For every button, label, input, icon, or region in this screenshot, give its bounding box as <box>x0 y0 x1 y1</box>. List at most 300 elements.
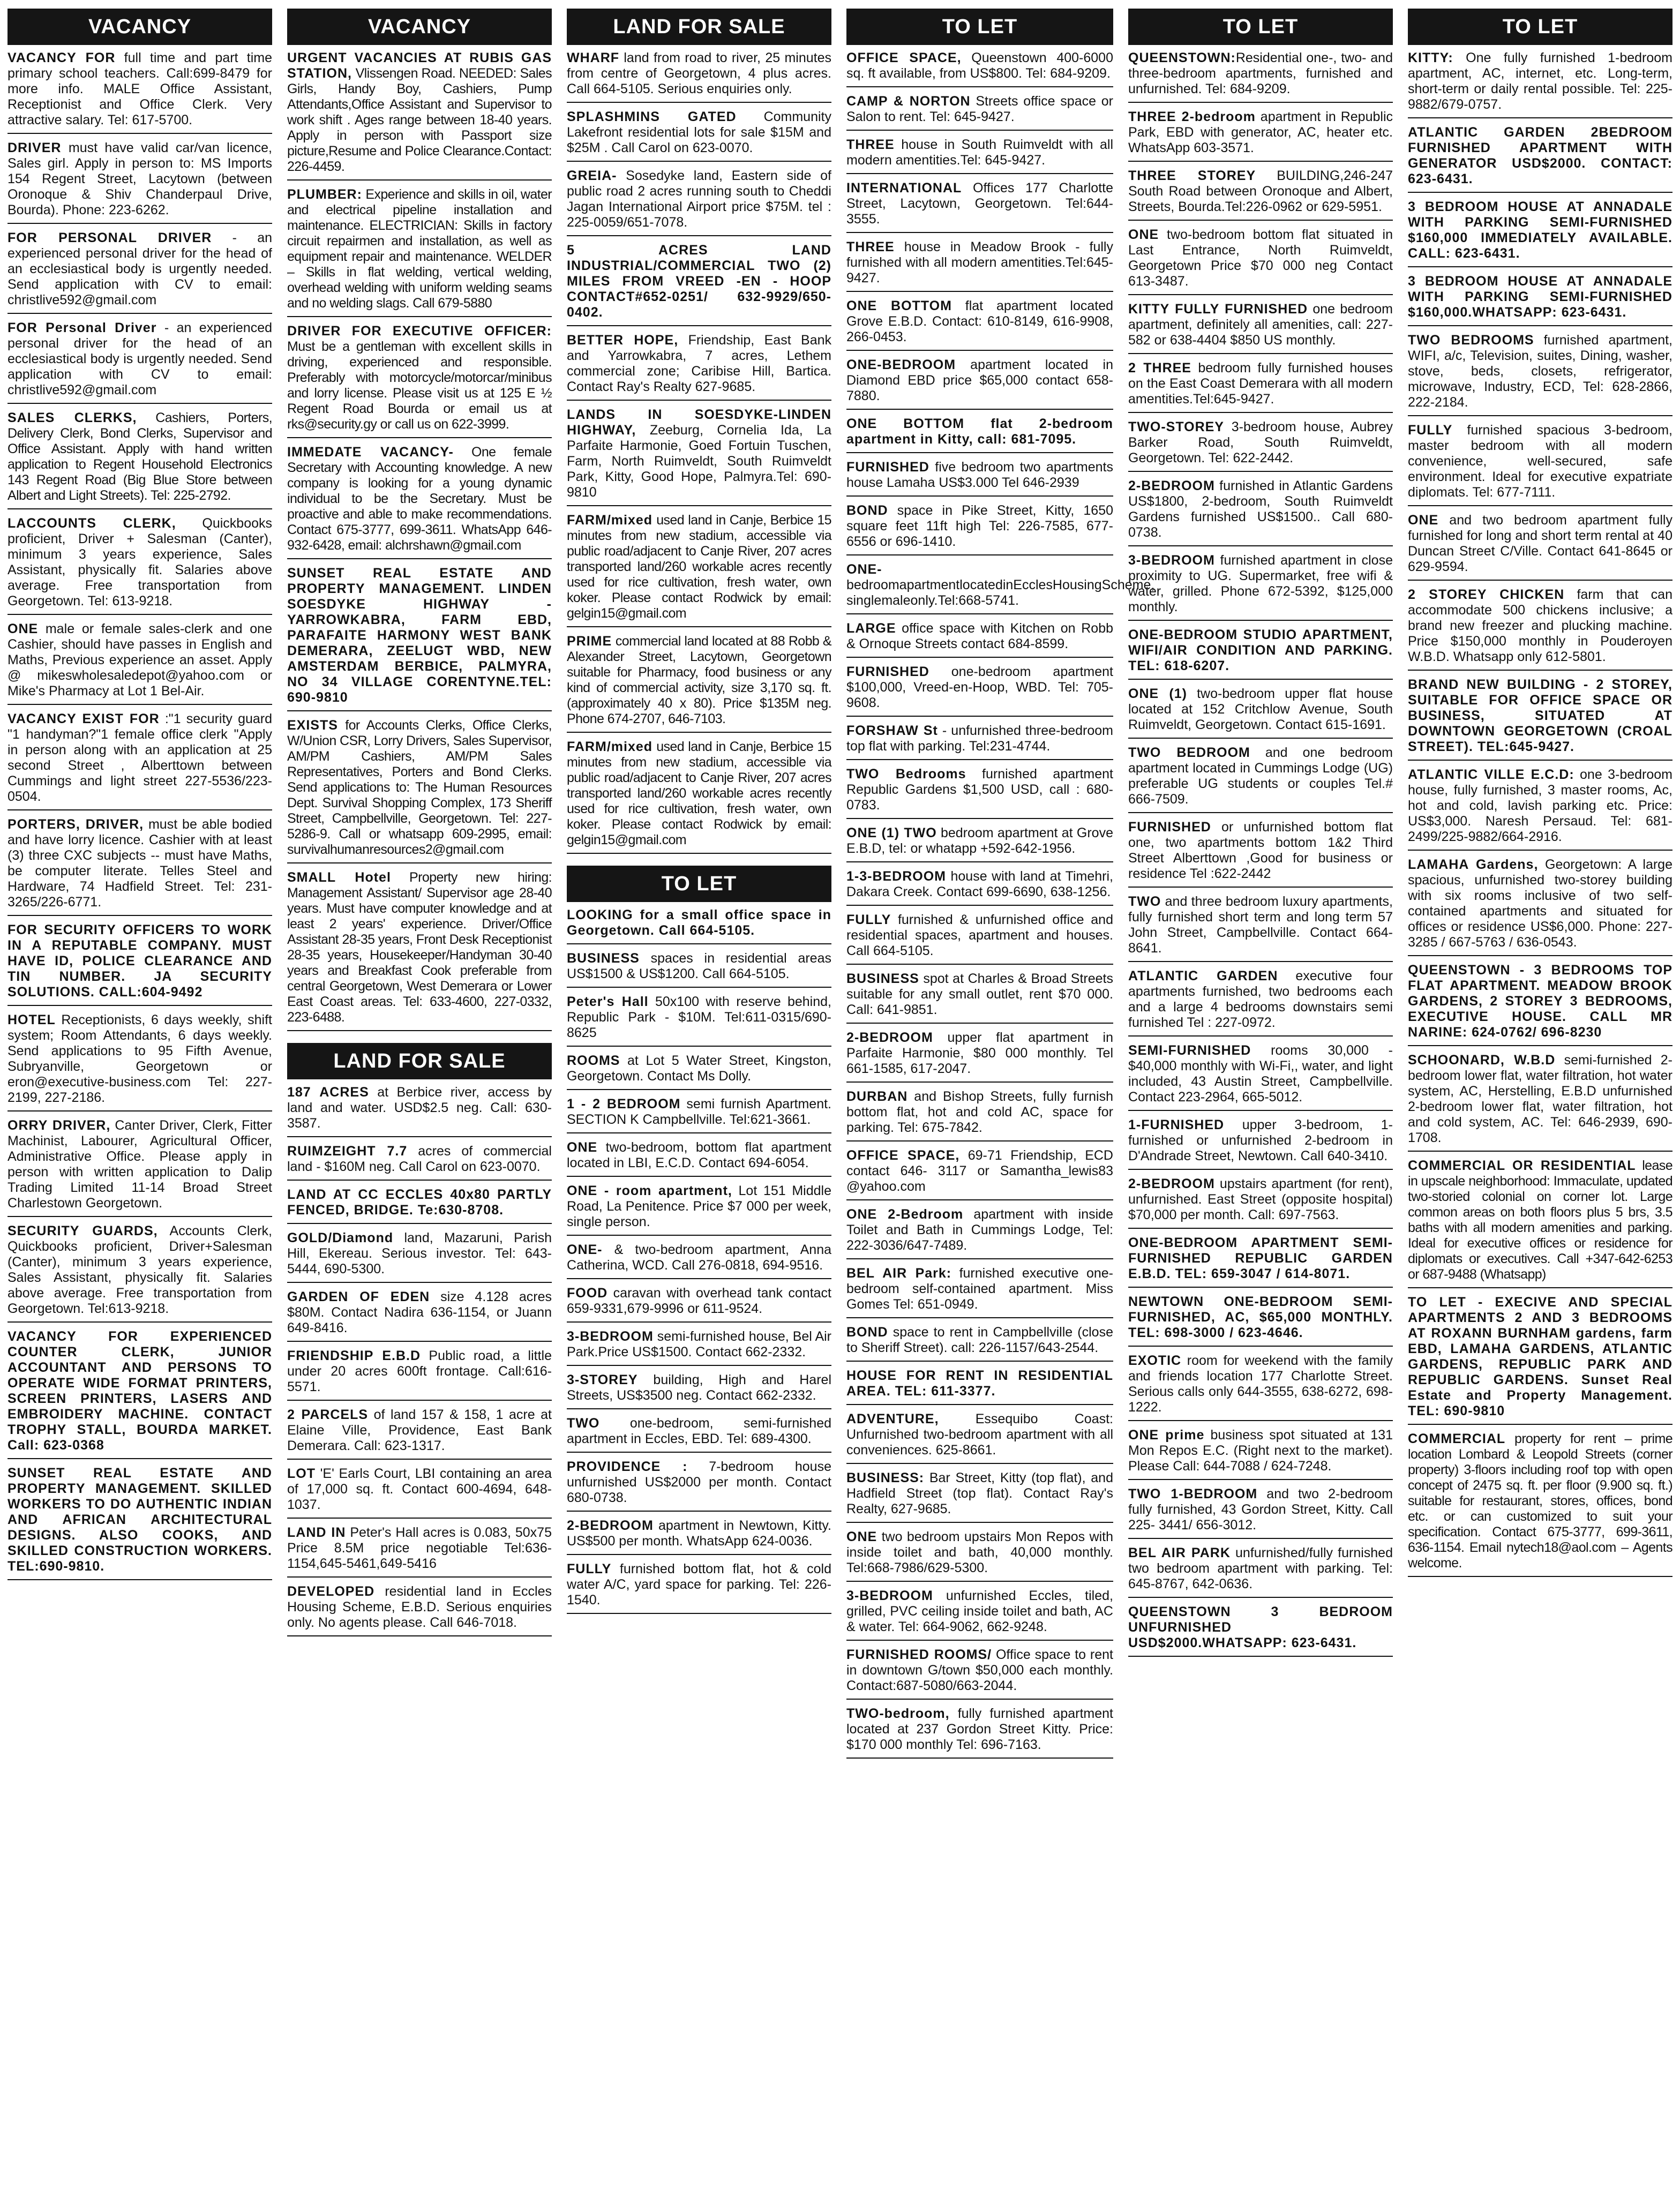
classified-ad <box>567 1329 831 1366</box>
ad-lead: OFFICE SPACE, <box>846 1148 960 1163</box>
classified-ad <box>567 1518 831 1555</box>
classified-ad <box>1128 1545 1393 1598</box>
ad-lead: ONE <box>567 1140 598 1155</box>
ad-body: office space with Kitchen on Robb & Ornoque Streets contact 684-8599. <box>846 621 1113 651</box>
ad-lead: SPLASHMINS GATED <box>567 109 737 124</box>
ad-body: Georgetown: A large spacious, unfurnished two-storey building with six rooms inclusive of two self-contained apartments and situated for offices or residence US$6,000. Phone: 227-3285 / 667-5763 / 636-0543. <box>1408 857 1672 950</box>
ad-lead: KITTY: <box>1408 50 1453 65</box>
classified-ad <box>1128 1176 1393 1229</box>
classified-ad <box>8 516 272 615</box>
ad-body: Offices 177 Charlotte Street, Lacytown, Georgetown. Tel:644-3555. <box>846 181 1113 227</box>
classified-ad <box>1408 677 1672 761</box>
classified-ad <box>846 621 1113 658</box>
ad-body: furnished in Atlantic Gardens US$1800, 2-bedroom, South Ruimveldt Gardens furnished US$1500.. Call 680-0738. <box>1128 478 1393 540</box>
classified-ad <box>846 1325 1113 1362</box>
classified-ad <box>1128 109 1393 162</box>
ad-lead: EXOTIC <box>1128 1353 1182 1368</box>
ad-body: Receptionists, 6 days weekly, shift system; Room Attendants, 6 days weekly. Send applications to 95 Fifth Avenue, Subryanville, Georgetown or eron@executive-business.com Tel: 227-2199, 227-2186. <box>8 1012 272 1105</box>
ad-body: house in Meadow Brook - fully furnished with all modern amentities.Tel:645-9427. <box>846 239 1113 286</box>
ad-body: commercial land located at 88 Robb & Alexander Street, Lacytown, Georgetown suitable for Pharmacy, food business or any kind of commercial activity, size 3,170 sq. ft. (approximately 40 x 80). Price $135M neg. Phone 674-2707, 646-7103. <box>567 634 831 726</box>
ad-body: and Bishop Streets, fully furnish bottom flat, hot and cold AC, space for parking. Tel: 675-7842. <box>846 1089 1113 1135</box>
ad-lead: BRAND NEW BUILDING - 2 STOREY, SUITABLE FOR OFFICE SPACE OR BUSINESS, SITUATED AT DOWNTOWN GEORGETOWN (CROAL STREET). TEL:645-9427. <box>1408 677 1672 754</box>
classified-ad <box>567 907 831 944</box>
ad-body: 7-bedroom house unfurnished US$2000 per month. Contact 680-0738. <box>567 1459 831 1505</box>
ad-lead: ONE- <box>846 562 882 577</box>
classified-ad <box>846 1368 1113 1405</box>
ad-body: unfurnished Eccles, tiled, grilled, PVC ceiling inside toilet and bath, AC & water. Tel: 664-9062, 662-9248. <box>846 1588 1113 1634</box>
classified-ad <box>287 718 552 863</box>
ad-lead: LAMAHA Gardens, <box>1408 857 1539 872</box>
ad-lead: VACANCY FOR <box>8 50 116 65</box>
section-header-to-let: TO LET <box>846 9 1113 45</box>
classified-ad <box>8 410 272 509</box>
classified-ad <box>1408 1053 1672 1152</box>
ad-lead: NEWTOWN ONE-BEDROOM SEMI-FURNISHED, AC, $65,000 MONTHLY. TEL: 698-3000 / 623-4646. <box>1128 1294 1393 1340</box>
classified-ad <box>8 922 272 1006</box>
classified-ad <box>1128 1604 1393 1657</box>
ad-body: unfurnished/fully furnished two bedroom apartment with parking. Tel: 645-8767, 642-0636. <box>1128 1545 1393 1591</box>
ad-lead: FULLY <box>1408 423 1453 438</box>
classified-ad <box>846 912 1113 965</box>
classified-ad <box>1128 302 1393 354</box>
classified-ad <box>287 1348 552 1401</box>
classified-ad <box>1408 767 1672 851</box>
classified-ad <box>287 1407 552 1460</box>
ad-lead: 3-BEDROOM <box>1128 553 1215 568</box>
ad-lead: 2 STOREY CHICKEN <box>1408 587 1565 602</box>
ad-lead: THREE <box>846 137 895 152</box>
ad-body: - an experienced personal driver for the head of an ecclesiastical body is urgently needed. Send application with CV to email: christlive592@gmail.com <box>8 320 272 397</box>
ad-lead: THREE STOREY <box>1128 168 1256 183</box>
classified-ad <box>846 1588 1113 1641</box>
ad-lead: 187 ACRES <box>287 1085 369 1100</box>
ad-lead: 1 - 2 BEDROOM <box>567 1097 681 1111</box>
ad-body: upstairs apartment (for rent), unfurnished. East Street (opposite hospital) $70,000 per month. Call: 697-7563. <box>1128 1176 1393 1222</box>
ad-body: house with land at Timehri, Dakara Creek. Contact 699-6690, 638-1256. <box>846 869 1113 899</box>
ad-lead: ATLANTIC VILLE E.C.D: <box>1408 767 1574 782</box>
classified-ad <box>287 1525 552 1578</box>
ad-body: bedroom fully furnished houses on the East Coast Demerara with all modern amentities.Tel:645-9427. <box>1128 361 1393 407</box>
ad-body: fully furnished apartment located at 237 Gordon Street Kitty. Price: $170 000 monthly Tel: 696-7163. <box>846 1706 1113 1752</box>
classified-ad <box>1408 199 1672 267</box>
ad-lead: SCHOONARD, W.B.D <box>1408 1053 1556 1068</box>
ad-body: Office space to rent in downtown G/town $50,000 each monthly. Contact:687-5080/663-2044. <box>846 1647 1113 1693</box>
classified-ad <box>1408 423 1672 506</box>
ad-lead: OFFICE SPACE, <box>846 50 962 65</box>
ad-lead: LOT <box>287 1466 316 1481</box>
ad-lead: QUEENSTOWN: <box>1128 50 1236 65</box>
classified-ad <box>1408 333 1672 416</box>
classified-ad <box>287 1289 552 1342</box>
ad-lead: ADVENTURE, <box>846 1411 939 1426</box>
ad-lead: DRIVER <box>8 140 62 155</box>
classified-ad <box>287 445 552 559</box>
classified-ad <box>8 817 272 916</box>
ad-body: must have valid car/van licence, Sales girl. Apply in person to: MS Imports 154 Regent Street, Lacytown (between Oronoque & Shiv Chanderpaul Drive, Bourda). Phone: 223-6262. <box>8 140 272 217</box>
classified-ad <box>846 239 1113 292</box>
ad-body: two bedroom upstairs Mon Repos with inside toilet and bath, 40,000 monthly. Tel:668-7986/629-5300. <box>846 1529 1113 1575</box>
classified-ad <box>567 1416 831 1453</box>
ad-lead: FOR PERSONAL DRIVER <box>8 230 212 245</box>
classified-ad <box>846 1706 1113 1759</box>
classified-ad <box>567 1183 831 1236</box>
ad-body: apartment located in Diamond EBD price $65,000 contact 658-7880. <box>846 357 1113 403</box>
ad-lead: ONE <box>1128 227 1159 242</box>
ad-body: Streets office space or Salon to rent. Tel: 645-9427. <box>846 94 1113 124</box>
ad-body: semi furnish Apartment. SECTION K Campbellville. Tel:621-3661. <box>567 1097 831 1127</box>
classified-ad <box>567 951 831 988</box>
column-5 <box>1128 9 1393 2208</box>
classified-ad <box>846 1647 1113 1700</box>
ad-lead: 1-3-BEDROOM <box>846 869 947 884</box>
classified-ad <box>567 1561 831 1614</box>
classified-ad <box>287 1187 552 1224</box>
ad-lead: ONE prime <box>1128 1428 1205 1443</box>
classified-ad <box>567 994 831 1047</box>
ad-lead: KITTY FULLY FURNISHED <box>1128 302 1308 317</box>
classified-ad <box>287 1584 552 1636</box>
classified-ad <box>8 1466 272 1580</box>
ad-lead: SMALL Hotel <box>287 870 391 885</box>
ad-body: Lot 151 Middle Road, La Penitence. Price $7 000 per week, single person. <box>567 1183 831 1229</box>
ad-lead: COMMERCIAL <box>1408 1431 1506 1446</box>
ad-lead: 3-STOREY <box>567 1372 638 1387</box>
classified-ad <box>287 187 552 317</box>
classified-ad <box>1408 1158 1672 1288</box>
classified-ad <box>287 870 552 1031</box>
classified-ad <box>567 513 831 627</box>
ad-body: used land in Canje, Berbice 15 minutes from new stadium, accessible via public road/adjacent to Canje River, 207 acres transported land/260 workable acres recently used for rice cultivation, fresh water, own koker. Please contact Rodwick by email: gelgin15@gmail.com <box>567 739 831 847</box>
classified-ad <box>1128 627 1393 680</box>
ad-body: Accounts Clerk, Quickbooks proficient, Driver+Salesman (Canter), minimum 3 years experience, Sales Assistant, physically fit. Salaries above average. Free transportation from Georgetown. Tel:613-9218. <box>8 1223 272 1316</box>
classified-ad <box>567 634 831 733</box>
ad-lead: PROVIDENCE : <box>567 1459 688 1474</box>
classified-ad <box>1408 1431 1672 1577</box>
ad-lead: 3-BEDROOM <box>846 1588 933 1603</box>
classified-ad <box>8 621 272 705</box>
ad-lead: RUIMZEIGHT 7.7 <box>287 1144 408 1159</box>
ad-lead: 2-BEDROOM <box>567 1518 654 1533</box>
ad-lead: URGENT VACANCIES AT RUBIS GAS STATION, <box>287 50 552 81</box>
ad-body: and three bedroom luxury apartments, fully furnished short term and long term 57 John Street, Campbellville. Contact 664-8641. <box>1128 894 1393 956</box>
classified-ad <box>567 1140 831 1177</box>
classified-ad <box>1128 894 1393 962</box>
classified-ad <box>567 1097 831 1133</box>
ad-body: at Lot 5 Water Street, Kingston, Georgetown. Contact Ms Dolly. <box>567 1053 831 1084</box>
ad-lead: TO LET - EXECIVE AND SPECIAL APARTMENTS 2 AND 3 BEDROOMS AT ROXANN BURNHAM gardens, farm EBD, LAMAHA GARDENS, ATLANTIC GARDENS, REPUBLIC PARK AND REPUBLIC GARDENS. Sunset Real Estate and Property Management. TEL: 690-9810 <box>1408 1295 1672 1418</box>
classified-ad <box>846 1148 1113 1200</box>
ad-lead: FORSHAW St <box>846 723 938 738</box>
classified-ad <box>846 460 1113 497</box>
ad-body: acres of commercial land - $160M neg. Call Carol on 623-0070. <box>287 1144 552 1174</box>
ad-body: property for rent – prime location Lombard & Leopold Streets (corner property) 3-floors including roof top with open concept of 2475 sq. ft. per floor (9.900 sq. ft.) suitable for restaurant, stores, offices, bond etc. or can customized to suit your specification. Contact 675-3777, 699-3611, 636-1154. Email nytech18@aol.com – Agents welcome. <box>1408 1431 1672 1571</box>
ad-body: Property new hiring: Management Assistant/ Supervisor age 28-40 years. Must have computer knowledge and at least 2 years' experience. Driver/Office Assistant 28-35 years, Front Desk Receptionist 28-35 years, Housekeeper/Handyman 30-40 years and Breakfast Cook preferable from central Georgetown, West Demerara or Lower East Coast areas. Tel: 633-4600, 227-0332, 223-6488. <box>287 870 552 1025</box>
ad-lead: ONE - room apartment, <box>567 1183 732 1198</box>
ad-body: Experience and skills in oil, water and electrical pipeline installation and maintenance. ELECTRICIAN: Skills in factory circuit repairmen and installation, as well as equipment repair and maintenance. WELDER – Skills in flat welding, vertical welding, overhead welding with uniform welding seams and no welding slags. Call 679-5880 <box>287 187 552 311</box>
ad-body: Quickbooks proficient, Driver + Salesman (Canter), minimum 3 years experience, Sales Assistant, physically fit. Salaries above average. Free transportation from Georgetown. Tel: 613-9218. <box>8 516 272 609</box>
ad-lead: ONE-BEDROOM STUDIO APARTMENT, WIFI/AIR CONDITION AND PARKING. TEL: 618-6207. <box>1128 627 1393 673</box>
classified-ad <box>567 1459 831 1512</box>
ad-body: Bar Street, Kitty (top flat), and Hadfield Street (top flat). Contact Ray's Realty, 627-9685. <box>846 1470 1113 1516</box>
ad-lead: FURNISHED ROOMS/ <box>846 1647 992 1662</box>
classified-ad <box>846 1529 1113 1582</box>
classified-ad <box>8 50 272 134</box>
ad-body: - unfurnished three-bedroom top flat with parking. Tel:231-4744. <box>846 723 1113 754</box>
ad-lead: VACANCY FOR EXPERIENCED COUNTER CLERK, JUNIOR ACCOUNTANT AND PERSONS TO OPERATE WIDE FORMAT PRINTERS, SCREEN PRINTERS, LASERS AND EMBROIDERY MACHINE. CONTACT TROPHY STALL, BOURDA MARKET. Call: 623-0368 <box>8 1329 272 1453</box>
ad-lead: TWO 1-BEDROOM <box>1128 1486 1258 1501</box>
classified-ad <box>567 1286 831 1323</box>
ad-body: BUILDING,246-247 South Road between Oronoque and Albert, Streets, Bourda.Tel:226-0962 or 629-5951. <box>1128 168 1393 214</box>
classified-ad <box>1128 745 1393 813</box>
ad-body: - an experienced personal driver for the head of an ecclesiastical body is urgently needed. Send application with CV to email: christlive592@gmail.com <box>8 230 273 307</box>
ad-body: five bedroom two apartments house Lamaha US$3.000 Tel 646-2939 <box>846 460 1113 490</box>
ad-body: furnished bottom flat, hot & cold water A/C, yard space for parking. Tel: 226-1540. <box>567 1561 831 1608</box>
ad-lead: FOOD <box>567 1286 608 1301</box>
classified-ad <box>8 711 272 810</box>
ad-lead: 2-BEDROOM <box>846 1030 933 1045</box>
ad-lead: ONE 2-Bedroom <box>846 1207 964 1222</box>
classified-ad <box>567 739 831 854</box>
ad-body: rooms 30,000 - $40,000 monthly with Wi-Fi,, water, and light included, 43 Austin Street, Campbellville. Contact 223-2964, 665-5012. <box>1128 1043 1393 1105</box>
ad-body: 'E' Earls Court, LBI containing an area of 17,000 sq. ft. Contact 600-4694, 648-1037. <box>287 1466 552 1512</box>
classified-ad <box>567 109 831 162</box>
ad-body: furnished apartment in close proximity to UG. Supermarket, free wifi & water, grilled. Phone 672-5392, $125,000 monthly. <box>1128 553 1393 614</box>
classified-ad <box>846 94 1113 131</box>
classified-ad <box>846 1470 1113 1523</box>
ad-lead: BOND <box>846 503 888 518</box>
classified-ad <box>567 333 831 401</box>
ad-lead: PRIME <box>567 634 612 649</box>
ad-body: space in Pike Street, Kitty, 1650 square feet 11ft high Tel: 226-7585, 677-6556 or 696-1410. <box>846 503 1113 549</box>
ad-lead: LARGE <box>846 621 896 636</box>
column-2 <box>287 9 552 2208</box>
ad-lead: FARM/mixed <box>567 739 653 754</box>
ad-body: bedroom apartment at Grove E.B.D, tel: or whatapp +592-642-1956. <box>846 825 1113 856</box>
classified-ad <box>287 566 552 711</box>
classified-ad <box>287 1085 552 1137</box>
ad-body: two-bedroom upper flat house located at 152 Critchlow Avenue, South Ruimveldt, Georgetown. Contact 615-1691. <box>1128 686 1393 732</box>
ad-body: flat apartment located Grove E.B.D. Contact: 610-8149, 616-9908, 266-0453. <box>846 298 1113 344</box>
ad-body: two-bedroom bottom flat situated in Last Entrance, North Ruimveldt, Georgetown Price $70 000 neg Contact 613-3487. <box>1128 227 1393 289</box>
column-1 <box>8 9 272 2208</box>
ad-lead: SEMI-FURNISHED <box>1128 1043 1251 1058</box>
ad-body: farm that can accommodate 500 chickens inclusive; a brand new freezer and plucking machine. Price $150,000 monthly in Pouderoyen W.B.D. Whatsapp only 612-5801. <box>1408 587 1672 664</box>
ad-lead: 3 BEDROOM HOUSE AT ANNADALE WITH PARKING SEMI-FURNISHED $160,000.WHATSAPP: 623-6431. <box>1408 274 1672 320</box>
classified-ad <box>1128 820 1393 888</box>
classified-ad <box>1128 1353 1393 1421</box>
ad-body: Vlissengen Road. NEEDED: Sales Girls, Handy Boy, Cashiers, Pump Attendants,Office Assistant and Supervisor to work shift . Ages range between 18-40 years. Apply in person with Passport size picture,Resume and Police Clearance.Contact: 226-4459. <box>287 66 552 174</box>
section-header-vacancy: VACANCY <box>287 9 552 45</box>
ad-body: of land 157 & 158, 1 acre at Elaine Ville, Providence, East Bank Demerara. Call: 623-1317. <box>287 1407 552 1453</box>
classified-ad <box>567 168 831 236</box>
ad-body: or unfurnished bottom flat one, two apartments bottom 1&2 Third Street Alberttown ,Good for business or residence Tel :622-2442 <box>1128 820 1393 881</box>
ad-lead: ATLANTIC GARDEN 2BEDROOM FURNISHED APARTMENT WITH GENERATOR USD$2000. CONTACT: 623-6431. <box>1408 125 1672 186</box>
ad-body: house in South Ruimveldt with all modern amentities.Tel: 645-9427. <box>846 137 1113 168</box>
ad-body: land, Mazaruni, Parish Hill, Ekereau. Serious investor. Tel: 643-5444, 690-5300. <box>287 1230 552 1276</box>
classified-ad <box>8 320 272 404</box>
classified-ad <box>1128 419 1393 472</box>
classified-ad <box>846 562 1155 614</box>
classified-ad <box>567 243 831 326</box>
column-3 <box>567 9 831 2208</box>
ad-lead: TWO-bedroom, <box>846 1706 950 1721</box>
classified-ad <box>8 230 272 314</box>
classified-ad <box>846 767 1113 819</box>
ad-lead: VACANCY EXIST FOR <box>8 711 160 726</box>
ad-lead: LAND AT CC ECCLES 40x80 PARTLY FENCED, BRIDGE. Te:630-8708. <box>287 1187 552 1218</box>
classified-ad <box>1128 50 1393 103</box>
classified-ad <box>846 181 1113 233</box>
classified-ad <box>1128 1235 1393 1288</box>
classified-ad <box>1128 1486 1393 1539</box>
ad-lead: ONE-BEDROOM <box>846 357 956 372</box>
ad-body: one bedroom apartment, definitely all amenities, call: 227-582 or 638-4404 $850 US monthly. <box>1128 302 1393 348</box>
ad-body: used land in Canje, Berbice 15 minutes from new stadium, accessible via public road/adjacent to Canje River, 207 acres transported land/260 workable acres recently used for rice cultivation, fresh water, own koker. Please contact Rodwick by email: gelgin15@gmail.com <box>567 513 831 621</box>
ad-lead: ROOMS <box>567 1053 620 1068</box>
classified-ad <box>287 1230 552 1283</box>
ad-body: Residential one-, two- and three-bedroom apartments, furnished and unfurnished. Tel: 684-9209. <box>1128 50 1393 96</box>
ad-lead: FULLY <box>846 912 891 927</box>
ad-lead: TWO <box>1128 894 1161 909</box>
ad-lead: FURNISHED <box>846 664 929 679</box>
ad-body: and two 2-bedroom fully furnished, 43 Gordon Street, Kitty. Call 225- 3441/ 656-3012. <box>1128 1486 1393 1533</box>
ad-lead: INTERNATIONAL <box>846 181 962 196</box>
ad-lead: TWO-STOREY <box>1128 419 1224 434</box>
ad-lead: SECURITY GUARDS, <box>8 1223 158 1238</box>
ad-body: male or female sales-clerk and one Cashier, should have passes in English and Maths, Previous experience an asset. Apply @ mikeswholesaledepot@yahoo.com or Mike's Pharmacy at Lot 1 Bel-Air. <box>8 621 272 699</box>
ad-lead: LACCOUNTS CLERK, <box>8 516 176 531</box>
classified-ad <box>1408 963 1672 1046</box>
ad-body: Essequibo Coast: Unfurnished two-bedroom apartment with all conveniences. 625-8661. <box>846 1411 1113 1458</box>
ad-lead: COMMERCIAL OR RESIDENTIAL <box>1408 1158 1636 1173</box>
classified-ad <box>846 416 1113 453</box>
ad-lead: THREE <box>846 239 895 254</box>
ad-body: one 3-bedroom house, fully furnished, 3 master rooms, Ac, hot and cold, lavish parking etc. Price: US$3,000. Naresh Persaud. Tel: 681-2499/225-9882/664-2916. <box>1408 767 1672 844</box>
ad-body: must be able bodied and have lorry licence. Cashier with at least (3) three CXC subjects -- must have Maths, be computer literate. Telles Steel and Hardware, 74 Hadfield Street. Tel: 231-3265/226-6771. <box>8 817 272 910</box>
ad-body: 69-71 Friendship, ECD contact 646- 3117 or Samantha_lewis83 @yahoo.com <box>846 1148 1113 1194</box>
classified-ad <box>846 137 1113 174</box>
ad-body: Canter Driver, Clerk, Fitter Machinist, Labourer, Agricultural Officer, Administrative Office. Please apply in person with written application to Dalip Trading Limited 11-14 Broad Street Charlestown Georgetown. <box>8 1118 273 1211</box>
ad-lead: DEVELOPED <box>287 1584 375 1599</box>
ad-body: furnished spacious 3-bedroom, master bedroom with all modern convenience, well-secured, safe environment. Ideal for executive expatriate diplomats. Tel: 677-7111. <box>1408 423 1672 500</box>
ad-lead: BETTER HOPE, <box>567 333 679 348</box>
classified-ad <box>846 723 1113 760</box>
ad-body: executive four apartments furnished, two bedrooms each and a large 4 bedrooms downstairs semi furnished Tel : 227-0972. <box>1128 968 1393 1030</box>
ad-body: and one bedroom apartment located in Cummings Lodge (UG) preferable UG students or couples Tel.# 666-7509. <box>1128 745 1393 807</box>
classified-ad <box>1128 1428 1393 1480</box>
ad-body: residential land in Eccles Housing Scheme, E.B.D. Serious enquiries only. No agents please. Call 646-7018. <box>287 1584 552 1630</box>
ad-body: size 4.128 acres $80M. Contact Nadira 636-1154, or Juann 649-8416. <box>287 1289 552 1335</box>
ad-body: upper 3-bedroom, 1-furnished or unfurnished 2-bedroom in D'Andrade Street, Newtown. Call 640-3410. <box>1128 1117 1393 1163</box>
classified-ad <box>567 50 831 103</box>
classified-ad <box>1408 857 1672 956</box>
classified-ad <box>567 1242 831 1279</box>
classified-ad <box>1128 227 1393 295</box>
ad-lead: GOLD/Diamond <box>287 1230 394 1245</box>
section-header-land-for-sale: LAND FOR SALE <box>567 9 831 45</box>
ad-body: Public road, a little under 20 acres 600ft frontage. Call:616-5571. <box>287 1348 552 1394</box>
ad-body: bedroomapartmentlocatedinEcclesHousingScheme, singlemaleonly.Tel:668-5741. <box>846 577 1155 608</box>
classified-ad <box>8 1118 272 1217</box>
ad-lead: CAMP & NORTON <box>846 94 971 109</box>
ad-body: :"1 security guard "1 handyman?"1 female office clerk "Apply in person along with an application at 25 second Street , Alberttown between Cummings and light street 227-5536/223-0504. <box>8 711 273 804</box>
classified-ad <box>287 1144 552 1181</box>
ad-body: One fully furnished 1-bedroom apartment, AC, internet, etc. Long-term, short-term or daily rental possible. Tel: 225-9882/679-0757. <box>1408 50 1672 112</box>
classified-ad <box>1128 361 1393 413</box>
ad-lead: Peter's Hall <box>567 994 649 1009</box>
ad-body: furnished apartment Republic Gardens $1,500 USD, call : 680-0783. <box>846 767 1113 813</box>
ad-lead: 2-BEDROOM <box>1128 1176 1215 1191</box>
ad-lead: ATLANTIC GARDEN <box>1128 968 1278 983</box>
ad-body: Queenstown 400-6000 sq. ft available, from US$800. Tel: 684-9209. <box>846 50 1113 81</box>
ad-body: Community Lakefront residential lots for sale $15M and $25M . Call Carol on 623-0070. <box>567 109 831 155</box>
ad-lead: IMMEDATE VACANCY- <box>287 445 454 460</box>
ad-lead: ONE- <box>567 1242 603 1257</box>
classified-ad <box>1128 1117 1393 1170</box>
ad-lead: FURNISHED <box>846 460 929 475</box>
ad-lead: PLUMBER: <box>287 187 362 202</box>
ad-lead: FULLY <box>567 1561 612 1576</box>
ad-lead: DRIVER FOR EXECUTIVE OFFICER: <box>287 324 552 339</box>
ad-body: land from road to river, 25 minutes from centre of Georgetown, 4 plus acres. Call 664-5105. Serious enquiries only. <box>567 50 831 96</box>
ad-body: furnished & unfurnished office and residential spaces, apartment and houses. Call 664-5105. <box>846 912 1113 958</box>
classified-ad <box>8 1329 272 1459</box>
ad-lead: 1-FURNISHED <box>1128 1117 1225 1132</box>
ad-lead: BEL AIR PARK <box>1128 1545 1231 1560</box>
classified-ad <box>287 50 552 181</box>
ad-lead: QUEENSTOWN - 3 BEDROOMS TOP FLAT APARTMENT. MEADOW BROOK GARDENS, 2 STOREY 3 BEDROOMS, EXECUTIVE HOUSE. CALL MR NARINE: 624-0762/ 696-8230 <box>1408 963 1672 1040</box>
ad-lead: 2-BEDROOM <box>1128 478 1215 493</box>
classified-ad <box>567 1372 831 1409</box>
ad-lead: PORTERS, DRIVER, <box>8 817 144 832</box>
ad-lead: TWO BEDROOM <box>1128 745 1250 760</box>
ad-body: Sosedyke land, Eastern side of public road 2 acres running south to Cheddi Jagan International Airport price $75M. tel : 225-0059/651-7078. <box>567 168 831 230</box>
classified-ad <box>1408 587 1672 671</box>
classified-ad <box>846 1266 1113 1318</box>
ad-body: for Accounts Clerks, Office Clerks, W/Union CSR, Lorry Drivers, Sales Supervisor, AM/PM Cashiers, AM/PM Sales Representatives, Porters and Bond Clerks. Send applications to: The Human Resources Dept. Survival Shopping Complex, 173 Sheriff Street, Campbellville, Georgetown. Tel: 227-5286-9. Call or whatsapp 609-2995, email: survivalhumanresources2@gmail.com <box>287 718 552 857</box>
section-header-to-let: TO LET <box>567 866 831 902</box>
classified-ad <box>846 1207 1113 1259</box>
ad-lead: SUNSET REAL ESTATE AND PROPERTY MANAGEMENT. SKILLED WORKERS TO DO AUTHENTIC INDIAN AND AFRICAN ARCHITECTURAL DESIGNS. ALSO COOKS, AND SKILLED CONSTRUCTION WORKERS. TEL:690-9810. <box>8 1466 272 1574</box>
ad-lead: SUNSET REAL ESTATE AND PROPERTY MANAGEMENT. LINDEN SOESDYKE HIGHWAY - YARROWKABRA, FARM EBD, PARAFAITE HARMONY WEST BANK DEMERARA, ZEELUGT WBD, NEW AMSTERDAM BERBICE, PALMYRA, NO 34 VILLAGE CORENTYNE.TEL: 690-9810 <box>287 566 552 705</box>
classified-ad <box>1128 686 1393 739</box>
ad-body: furnished apartment, WIFI, a/c, Television, suites, Dining, washer, stove, beds, closets, refrigerator, microwave, Industry, ECD, Tel: 628-2866, 222-2184. <box>1408 333 1672 410</box>
ad-lead: FOR Personal Driver <box>8 320 157 335</box>
ad-body: apartment with inside Toilet and Bath in Cummings Lodge, Tel: 222-3036/647-7489. <box>846 1207 1113 1253</box>
ad-lead: BEL AIR Park: <box>846 1266 952 1281</box>
ad-body: apartment in Republic Park, EBD with generator, AC, heater etc. WhatsApp 603-3571. <box>1128 109 1393 155</box>
ad-body: & two-bedroom apartment, Anna Catherina, WCD. Call 276-0818, 694-9516. <box>567 1242 831 1273</box>
ad-lead: ONE (1) <box>1128 686 1187 701</box>
ad-body: Must be a gentleman with excellent skills in driving, experienced and responsible. Preferably with motorcycle/motorcar/minibus and lorry license. Please visit us at 125 E ½ Regent Road Bourda or email us at rks@security.gy or call us on 622-3999. <box>287 339 552 432</box>
classified-ad <box>8 1223 272 1323</box>
classified-ad <box>1128 478 1393 546</box>
ad-body: furnished executive one-bedroom self-contained apartment. Miss Gomes Tel: 651-0949. <box>846 1266 1113 1312</box>
ad-body: caravan with overhead tank contact 659-9331,679-9996 or 611-9524. <box>567 1286 831 1316</box>
classified-ad <box>1128 1294 1393 1347</box>
classified-ad <box>1408 1295 1672 1425</box>
ad-lead: ONE BOTTOM flat 2-bedroom apartment in Kitty, call: 681-7095. <box>846 416 1113 447</box>
ad-body: One female Secretary with Accounting knowledge. A new company is looking for a young dynamic individual to be the Secretary. Must be proactive and able to make recommendations. Contact 675-3777, 699-3611. WhatsApp 646-932-6428, email: alchrshawn@gmail.com <box>287 445 552 553</box>
classified-ad <box>846 825 1113 862</box>
section-header-land-for-sale: LAND FOR SALE <box>287 1043 552 1079</box>
ad-body: space to rent in Campbellville (close to Sheriff Street). call: 226-1157/643-2544. <box>846 1325 1113 1355</box>
ad-lead: 2 THREE <box>1128 361 1191 375</box>
ad-lead: ONE-BEDROOM APARTMENT SEMI-FURNISHED REPUBLIC GARDEN E.B.D. TEL: 659-3047 / 614-8071. <box>1128 1235 1393 1281</box>
classified-ad <box>1128 1043 1393 1111</box>
ad-lead: BOND <box>846 1325 888 1340</box>
ad-lead: BUSINESS <box>567 951 640 966</box>
